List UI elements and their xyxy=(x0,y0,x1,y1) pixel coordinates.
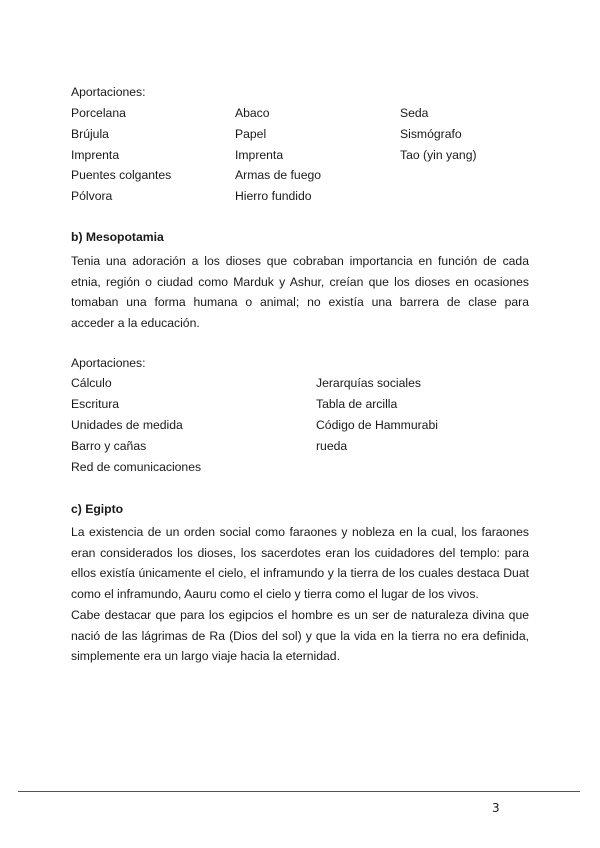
page-number: 3 xyxy=(492,801,500,815)
list-item: Tabla de arcilla xyxy=(316,397,398,411)
list-item: Hierro fundido xyxy=(235,189,312,203)
mesopotamia-contributions-label: Aportaciones: xyxy=(71,356,146,370)
list-item: Puentes colgantes xyxy=(71,168,172,182)
list-item: Escritura xyxy=(71,397,120,411)
list-item: Armas de fuego xyxy=(235,168,322,182)
mesopotamia-paragraph xyxy=(71,251,529,334)
list-item: Brújula xyxy=(71,127,109,141)
list-item: Porcelana xyxy=(71,106,126,120)
footer-divider xyxy=(18,791,580,792)
paragraph-line: Tenia una adoración a los dioses que cobraban importancia en función de cada xyxy=(71,254,529,268)
paragraph-line: Cabe destacar que para los egipcios el hombre es un ser de naturaleza divina que xyxy=(71,607,529,622)
list-item: rueda xyxy=(316,439,348,453)
section-heading-egipto: c) Egipto xyxy=(71,502,124,516)
paragraph-line: como el inframundo, Aauru como el cielo y tierra como el lugar de los vivos. xyxy=(71,587,479,602)
list-item: Red de comunicaciones xyxy=(71,460,202,474)
list-item: Barro y cañas xyxy=(71,439,147,453)
list-item: Código de Hammurabi xyxy=(316,418,438,432)
china-contributions-label: Aportaciones: xyxy=(71,85,146,99)
paragraph-line: ellos existía únicamente el cielo, el inframundo y la tierra de los cuales destaca Duat xyxy=(71,566,529,581)
list-item: Tao (yin yang) xyxy=(400,148,477,162)
list-item: Seda xyxy=(400,106,429,120)
paragraph-line: eran considerados los dioses, los sacerdotes eran los cuidadores del templo: para xyxy=(71,545,529,560)
list-item: Jerarquías sociales xyxy=(316,376,421,390)
paragraph-line: etnia, región o ciudad como Marduk y Ashur, creían que los dioses en ocasiones xyxy=(71,274,529,289)
list-item: Sismógrafo xyxy=(400,127,462,141)
paragraph-line: La existencia de un orden social como faraones y nobleza en la cual, los faraones xyxy=(71,525,529,539)
list-item: Unidades de medida xyxy=(71,418,183,432)
paragraph-line: nació de las lágrimas de Ra (Dios del sol) y que la vida en la tierra no era definida, xyxy=(71,628,529,643)
egipto-paragraph xyxy=(71,522,529,667)
paragraph-line: tomaban una forma humana o animal; no existía una barrera de clase para xyxy=(71,295,529,310)
list-item: Papel xyxy=(235,127,267,141)
list-item: Imprenta xyxy=(71,148,120,162)
list-item: Abaco xyxy=(235,106,270,120)
section-heading-mesopotamia: b) Mesopotamia xyxy=(71,230,164,244)
list-item: Pólvora xyxy=(71,189,113,203)
paragraph-line: acceder a la educación. xyxy=(71,316,200,331)
list-item: Cálculo xyxy=(71,376,112,390)
paragraph-line: simplemente era un largo viaje hacia la eternidad. xyxy=(71,649,340,664)
list-item: Imprenta xyxy=(235,148,284,162)
